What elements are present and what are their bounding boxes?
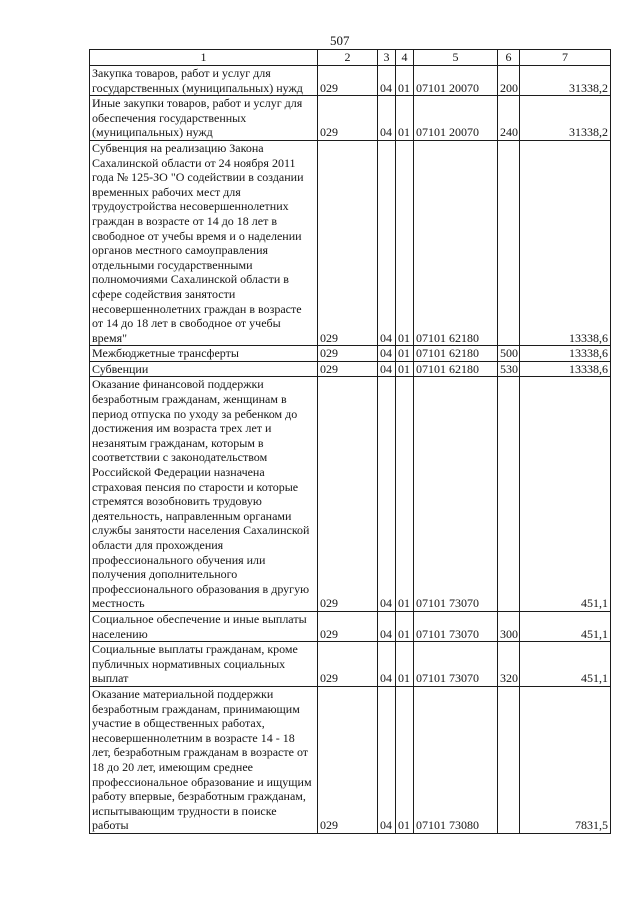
cell-target-article: 07101 62180: [414, 361, 498, 377]
cell-expense-type: 500: [498, 346, 520, 362]
cell-section: 04: [378, 361, 396, 377]
cell-section: 04: [378, 611, 396, 641]
row-name: Оказание финансовой поддержки безработным гражданам, женщинам в период отпуска по уходу за ребенком до достижения им возраста трех лет и незанятым гражданам, которым в соответствии с законодательством Российской Федерации назначена страховая пенсия по старости и которые стремятся возобновить трудовую деятельность, направленным органами службы занятости населения Сахалинской области для прохождения профессионального обучения или получения дополнительного профессионального образования в другую местность: [90, 377, 318, 612]
cell-ministry-code: 029: [318, 642, 378, 687]
cell-amount: 451,1: [520, 642, 611, 687]
budget-table: [89, 49, 611, 834]
cell-subsection: 01: [396, 96, 414, 141]
cell-amount: 13338,6: [520, 140, 611, 345]
cell-section: 04: [378, 140, 396, 345]
cell-target-article: 07101 73070: [414, 611, 498, 641]
column-header: 1: [90, 50, 318, 66]
cell-target-article: 07101 73070: [414, 377, 498, 612]
cell-section: 04: [378, 377, 396, 612]
cell-target-article: 07101 62180: [414, 140, 498, 345]
cell-expense-type: [498, 377, 520, 612]
cell-subsection: 01: [396, 361, 414, 377]
cell-amount: 7831,5: [520, 686, 611, 833]
cell-subsection: 01: [396, 686, 414, 833]
column-header: 3: [378, 50, 396, 66]
row-name: Социальные выплаты гражданам, кроме публичных нормативных социальных выплат: [90, 642, 318, 687]
cell-subsection: 01: [396, 611, 414, 641]
row-name: Оказание материальной поддержки безработным гражданам, принимающим участие в общественных работах, несовершеннолетним в возрасте 14 - 18 лет, безработным гражданам в возрасте от 18 до 20 лет, имеющим среднее профессиональное образование и ищущим работу впервые, безработным гражданам, испытывающим трудности в поиске работы: [90, 686, 318, 833]
table-row: [90, 377, 611, 612]
cell-expense-type: 530: [498, 361, 520, 377]
table-row: [90, 140, 611, 345]
column-header: 5: [414, 50, 498, 66]
cell-ministry-code: 029: [318, 140, 378, 345]
table-row: [90, 96, 611, 141]
cell-ministry-code: 029: [318, 346, 378, 362]
cell-section: 04: [378, 686, 396, 833]
table-row: [90, 642, 611, 687]
table-row: [90, 361, 611, 377]
cell-amount: 451,1: [520, 377, 611, 612]
cell-subsection: 01: [396, 642, 414, 687]
cell-subsection: 01: [396, 66, 414, 96]
cell-ministry-code: 029: [318, 96, 378, 141]
table-header-row: [90, 50, 611, 66]
column-header: 6: [498, 50, 520, 66]
column-header: 4: [396, 50, 414, 66]
cell-target-article: 07101 62180: [414, 346, 498, 362]
cell-target-article: 07101 20070: [414, 96, 498, 141]
cell-section: 04: [378, 96, 396, 141]
cell-expense-type: 300: [498, 611, 520, 641]
cell-subsection: 01: [396, 377, 414, 612]
cell-ministry-code: 029: [318, 66, 378, 96]
cell-amount: 31338,2: [520, 96, 611, 141]
cell-amount: 13338,6: [520, 361, 611, 377]
cell-target-article: 07101 73080: [414, 686, 498, 833]
cell-ministry-code: 029: [318, 686, 378, 833]
row-name: Закупка товаров, работ и услуг для государственных (муниципальных) нужд: [90, 66, 318, 96]
cell-target-article: 07101 73070: [414, 642, 498, 687]
cell-expense-type: [498, 686, 520, 833]
cell-amount: 31338,2: [520, 66, 611, 96]
cell-ministry-code: 029: [318, 361, 378, 377]
page-number: 507: [330, 33, 350, 48]
table-row: [90, 66, 611, 96]
cell-subsection: 01: [396, 346, 414, 362]
cell-subsection: 01: [396, 140, 414, 345]
table-row: [90, 346, 611, 362]
cell-amount: 13338,6: [520, 346, 611, 362]
cell-section: 04: [378, 66, 396, 96]
cell-target-article: 07101 20070: [414, 66, 498, 96]
cell-expense-type: 200: [498, 66, 520, 96]
table-row: [90, 686, 611, 833]
row-name: Социальное обеспечение и иные выплаты населению: [90, 611, 318, 641]
cell-expense-type: 240: [498, 96, 520, 141]
cell-section: 04: [378, 346, 396, 362]
row-name: Субвенция на реализацию Закона Сахалинской области от 24 ноября 2011 года № 125-ЗО "О содействии в создании временных рабочих мест для трудоустройства несовершеннолетних граждан в возрасте от 14 до 18 лет в свободное от учебы время и о наделении органов местного самоуправления отдельными государственными полномочиями Сахалинской области в сфере содействия занятости несовершеннолетних граждан в возрасте от 14 до 18 лет в свободное от учебы время": [90, 140, 318, 345]
row-name: Субвенции: [90, 361, 318, 377]
cell-amount: 451,1: [520, 611, 611, 641]
cell-section: 04: [378, 642, 396, 687]
row-name: Межбюджетные трансферты: [90, 346, 318, 362]
column-header: 7: [520, 50, 611, 66]
cell-expense-type: [498, 140, 520, 345]
row-name: Иные закупки товаров, работ и услуг для обеспечения государственных (муниципальных) нужд: [90, 96, 318, 141]
cell-ministry-code: 029: [318, 611, 378, 641]
cell-ministry-code: 029: [318, 377, 378, 612]
table-row: [90, 611, 611, 641]
cell-expense-type: 320: [498, 642, 520, 687]
column-header: 2: [318, 50, 378, 66]
